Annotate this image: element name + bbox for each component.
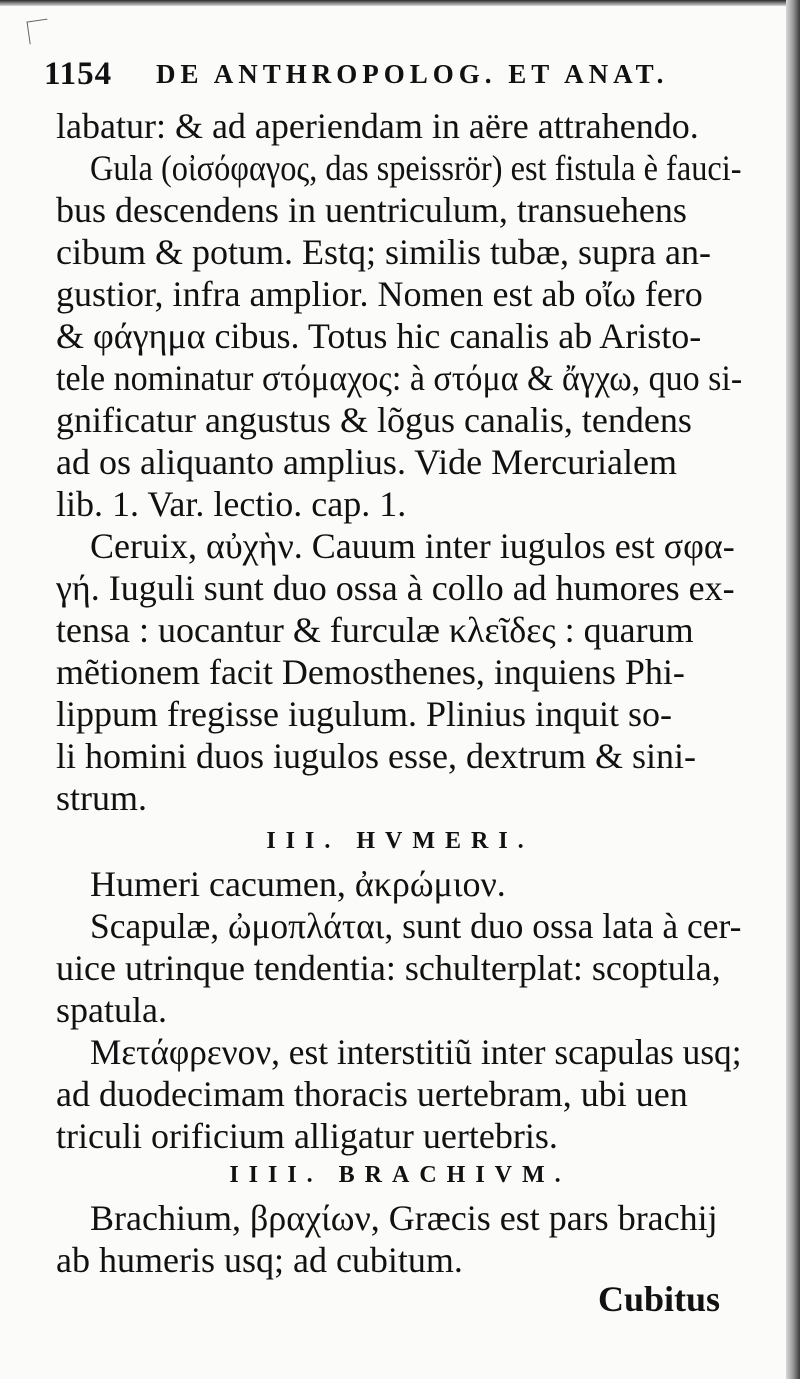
text-line: γή. Iuguli sunt duo ossa à collo ad humores ex-	[56, 568, 735, 608]
running-head	[44, 56, 744, 96]
text-line: Μετάφρενον, est interstitiũ inter scapulas usq;	[90, 1032, 742, 1072]
text-line: triculi orificium alligatur uertebris.	[56, 1116, 558, 1156]
text-line: ab humeris usq; ad cubitum.	[56, 1240, 463, 1280]
text-line: tensa : uocantur & furculæ κλεῖδες : quarum	[56, 610, 694, 650]
catchword: Cubitus	[598, 1279, 721, 1319]
running-title: DE ANTHROPOLOG. ET ANAT.	[156, 59, 669, 89]
text-line: ad duodecimam thoracis uertebram, ubi uen	[56, 1074, 688, 1114]
text-line: lippum fregisse iugulum. Plinius inquit so-	[56, 694, 673, 734]
text-line: li homini duos iugulos esse, dextrum & sini-	[56, 736, 696, 776]
page-corner-mark	[27, 19, 51, 45]
text-line: gnificatur angustus & lõgus canalis, tendens	[56, 400, 692, 440]
text-line: tele nominatur στόμαχος: à στόμα & ἄγχω, quo si-	[56, 358, 743, 398]
text-line: strum.	[56, 778, 148, 818]
section-heading: IIII. BRACHIVM.	[229, 1162, 571, 1188]
text-line: Gula (οἰσόφαγος, das speissrör) est fistula è fauci-	[90, 148, 742, 188]
text-line: gustior, infra amplior. Nomen est ab οἴω fero	[56, 274, 703, 314]
text-line: labatur: & ad aperiendam in aëre attrahendo.	[56, 106, 699, 146]
text-line: Brachium, βραχίων, Græcis est pars brachij	[90, 1198, 718, 1238]
text-line: lib. 1. Var. lectio. cap. 1.	[56, 484, 407, 524]
section-heading: III. HVMERI.	[266, 828, 534, 854]
text-line: & φάγημα cibus. Totus hic canalis ab Aristo-	[56, 316, 702, 356]
text-line: spatula.	[56, 990, 167, 1030]
text-line: mẽtionem facit Demosthenes, inquiens Phi-	[56, 652, 685, 692]
text-line: bus descendens in uentriculum, transuehens	[56, 190, 687, 230]
text-line: Humeri cacumen, ἀκρώμιον.	[90, 864, 506, 904]
text-line: ad os aliquanto amplius. Vide Mercurialem	[56, 442, 678, 482]
scan-top-edge	[0, 0, 800, 6]
text-line: uice utrinque tendentia: schulterplat: scoptula,	[56, 948, 721, 988]
text-line: Scapulæ, ὠμοπλάται, sunt duo ossa lata à cer-	[90, 906, 742, 946]
page-number: 1154	[44, 56, 113, 92]
text-line: Ceruix, αὐχὴν. Cauum inter iugulos est σφα-	[90, 526, 735, 566]
text-line: cibum & potum. Estq; similis tubæ, supra an-	[56, 232, 711, 272]
